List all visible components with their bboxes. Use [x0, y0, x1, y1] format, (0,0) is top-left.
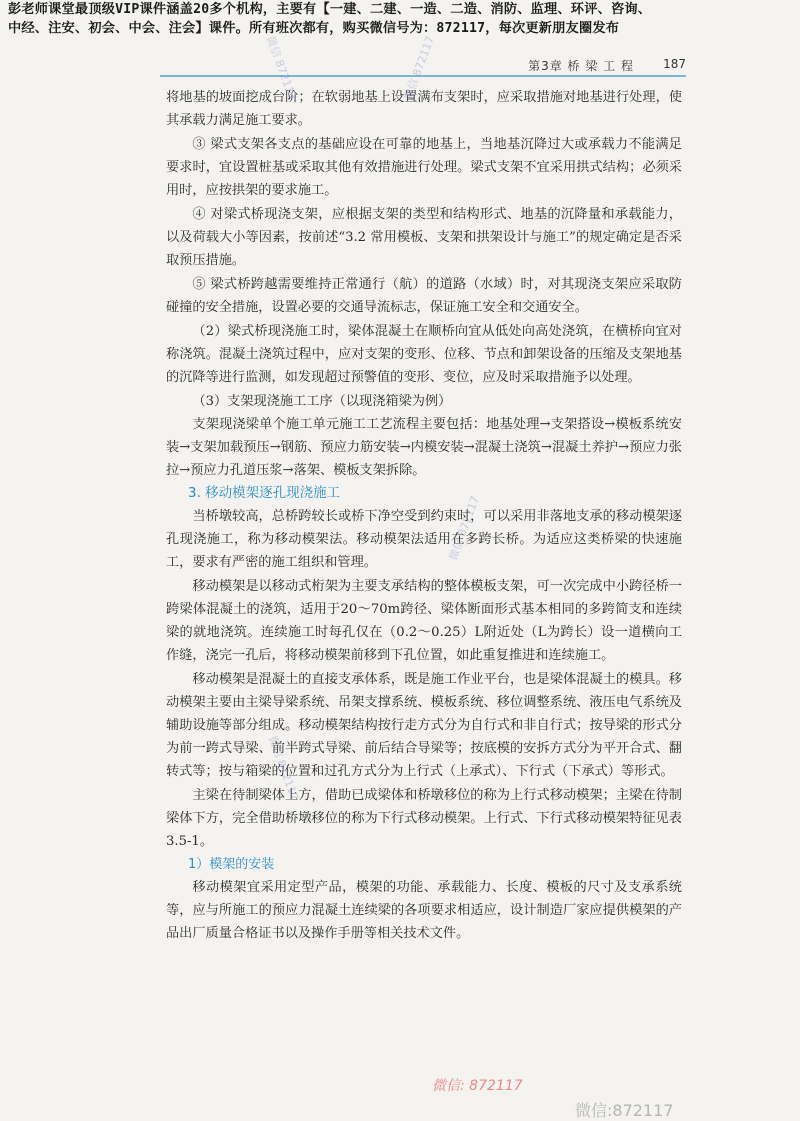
paragraph: 移动模架是以移动式桁架为主要支承结构的整体模板支架，可一次完成中小跨径桥一跨梁体混凝土的浇筑，适用于20～70m跨径、梁体断面形式基本相同的多跨简支和连续梁的就地浇筑。连续施工时每孔仅在（0.2～0.25）L附近处（L为跨长）设一道横向工作缝，浇完一孔后，将移动模架前移到下孔位置，如此重复推进和连续施工。 — [166, 579, 682, 663]
paragraph: 当桥墩较高，总桥跨较长或桥下净空受到约束时，可以采用非落地支承的移动模架逐孔现浇施工，称为移动模架法。移动模架法适用在多跨长桥。为适应这类桥梁的快速施工，要求有严密的施工组织和管理。 — [166, 509, 682, 570]
paragraph: ③ 梁式支架各支点的基础应设在可靠的地基上，当地基沉降过大或承载力不能满足要求时，宜设置桩基或采取其他有效措施进行处理。梁式支架不宜采用拱式结构；必须采用时，应按拱架的要求施工。 — [166, 137, 682, 198]
paragraph: ⑤ 梁式桥跨越需要维持正常通行（航）的道路（水域）时，对其现浇支架应采取防碰撞的安全措施，设置必要的交通导流标志，保证施工安全和交通安全。 — [166, 277, 682, 315]
paragraph: 将地基的坡面挖成台阶；在软弱地基上设置满布支架时，应采取措施对地基进行处理，使其承载力满足施工要求。 — [166, 90, 682, 128]
promo-banner — [8, 0, 794, 38]
promo-banner-line-2: 中经、注安、初会、中会、注会】课件。所有班次都有，购买微信号为：872117，每次更新朋友圈发布 — [8, 21, 620, 36]
paragraph: 支架现浇梁单个施工单元施工工艺流程主要包括：地基处理→支架搭设→模板系统安装→支架加载预压→钢筋、预应力筋安装→内模安装→混凝土浇筑→混凝土养护→预应力张拉→预应力孔道压浆→落架、模板支架拆除。 — [166, 417, 682, 478]
paragraph: ④ 对梁式桥现浇支架，应根据支架的类型和结构形式、地基的沉降量和承载能力，以及荷载大小等因素，按前述“3.2 常用模板、支架和拱架设计与施工”的规定确定是否采取预压措施。 — [166, 207, 682, 268]
chapter-title: 第3章 桥 梁 工 程 — [528, 59, 634, 73]
subsection-heading: 1）模架的安装 — [188, 857, 275, 872]
watermark: 微信 872117 — [265, 734, 301, 803]
paragraph: 主梁在待制梁体上方，借助已成梁体和桥墩移位的称为上行式移动模架；主梁在待制梁体下方，完全借助桥墩移位的称为下行式移动模架。上行式、下行式移动模架特征见表3.5-1。 — [166, 788, 682, 849]
section-heading: 3. 移动模架逐孔现浇施工 — [188, 485, 341, 501]
watermark: 微信 872117 — [446, 494, 482, 563]
paragraph: （3）支架现浇施工工序（以现浇箱梁为例） — [192, 394, 452, 409]
paragraph: 移动模架是混凝土的直接支承体系，既是施工作业平台，也是梁体混凝土的模具。移动模架主要由主梁导梁系统、吊架支撑系统、模板系统、移位调整系统、液压电气系统及辅助设施等部分组成。移动模架结构按行走方式分为自行式和非自行式；按导梁的形式分为前一跨式导梁、前半跨式导梁、前后结合导梁等；按底模的安拆方式分为平开合式、翻转式等；按与箱梁的位置和过孔方式分为上行式（上承式）、下行式（下承式）等形式。 — [166, 672, 682, 779]
page-body — [166, 86, 682, 945]
watermark-gray: 微信:872117 — [575, 1101, 674, 1120]
promo-banner-line-1: 彭老师课堂最顶级VIP课件涵盖20多个机构，主要有【一建、二建、一造、二造、消防、监理、环评、咨询、 — [8, 2, 652, 17]
paragraph: 移动模架宜采用定型产品，模架的功能、承载能力、长度、模板的尺寸及支承系统等，应与所施工的预应力混凝土连续梁的各项要求相适应，设计制造厂家应提供模架的产品出厂质量合格证书以及操作手册等相关技术文件。 — [166, 880, 682, 941]
watermark: 微信 872117 — [401, 34, 437, 103]
page-number: 187 — [663, 57, 686, 71]
watermark-red: 微信: 872117 — [432, 1078, 523, 1094]
paragraph: （2）梁式桥现浇施工时，梁体混凝土在顺桥向宜从低处向高处浇筑，在横桥向宜对称浇筑。混凝土浇筑过程中，应对支架的变形、位移、节点和卸架设备的压缩及支架地基的沉降等进行监测，如发现超过预警值的变形、变位，应及时采取措施予以处理。 — [166, 324, 682, 385]
watermark: 微信 872117 — [263, 34, 299, 103]
